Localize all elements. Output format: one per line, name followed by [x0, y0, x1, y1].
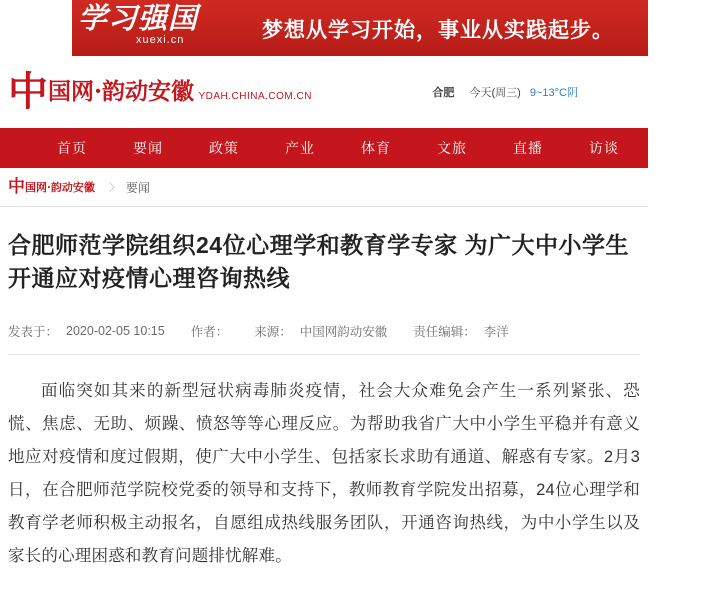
article-body — [8, 375, 640, 573]
breadcrumb — [0, 168, 648, 207]
site-logo-domain: YDAH.CHINA.COM.CN — [198, 91, 312, 103]
article-title: 合肥师范学院组织24位心理学和教育学专家 为广大中小学生开通应对疫情心理咨询热线 — [8, 232, 629, 292]
nav-item-interview[interactable]: 访谈 — [589, 140, 619, 156]
author-label: 作者： — [190, 324, 229, 339]
nav-item-beauty[interactable]: 美 — [665, 140, 680, 156]
publish-time-value: 2020-02-05 10:15 — [66, 323, 165, 338]
site-logo-text-block — [48, 79, 312, 104]
xuexi-top-banner — [0, 0, 648, 56]
xuexi-logo-en: xuexi.cn — [136, 34, 185, 46]
source-label: 来源： — [254, 324, 292, 339]
site-logo[interactable] — [8, 62, 312, 122]
source-value: 中国网韵动安徽 — [299, 324, 388, 339]
weather-temperature: 9~13°C阴 — [529, 87, 578, 99]
nav-item-policy[interactable]: 政策 — [209, 140, 239, 156]
publish-time-label: 发表于： — [8, 324, 59, 339]
breadcrumb-current-section[interactable]: 要闻 — [125, 180, 150, 195]
breadcrumb-logo-mark: 中 — [8, 176, 24, 197]
weather-day: 今天(周三) — [469, 87, 521, 99]
nav-item-home[interactable]: 首页 — [57, 140, 87, 156]
breadcrumb-separator-icon: 〉 — [108, 182, 120, 194]
weather-city: 合肥 — [432, 87, 455, 99]
nav-item-sports[interactable]: 体育 — [361, 140, 391, 156]
article-meta — [8, 322, 640, 340]
breadcrumb-logo-text: 国网·韵动安徽 — [25, 181, 95, 194]
main-navigation — [0, 128, 680, 168]
nav-item-culture-tourism[interactable]: 文旅 — [437, 140, 467, 156]
article-paragraph: 面临突如其来的新型冠状病毒肺炎疫情，社会大众难免会产生一系列紧张、恐慌、焦虑、无助、烦躁、愤怒等等心理反应。为帮助我省广大中小学生平稳并有意义地应对疫情和度过假期，使广大中小学生、包括家长求助有通道、解惑有专家。2月3日，在合肥师范学院校党委的领导和支持下，教师教育学院发出招募，24位心理学和教育学老师积极主动报名，自愿组成热线服务团队，开通咨询热线，为中小学生以及家长的心理困惑和教育问题排忧解难。 — [8, 381, 640, 565]
breadcrumb-site-logo[interactable] — [8, 176, 95, 197]
banner-left-white-block — [0, 0, 72, 56]
banner-slogan: 梦想从学习开始，事业从实践起步。 — [262, 18, 614, 42]
article-container — [0, 207, 648, 573]
editor-value: 李洋 — [483, 324, 509, 339]
xuexi-logo[interactable] — [78, 1, 228, 52]
xuexi-logo-cn: 学习强国 — [78, 1, 199, 35]
weather-widget — [432, 84, 578, 100]
nav-item-industry[interactable]: 产业 — [285, 140, 315, 156]
site-header — [0, 56, 648, 128]
china-net-logo-mark: 中 — [8, 68, 46, 115]
site-logo-main-text: 国网·韵动安徽 — [48, 78, 195, 106]
editor-label: 责任编辑： — [413, 324, 476, 339]
nav-item-top-news[interactable]: 要闻 — [133, 140, 163, 156]
meta-divider — [8, 354, 640, 355]
nav-item-live[interactable]: 直播 — [513, 140, 543, 156]
